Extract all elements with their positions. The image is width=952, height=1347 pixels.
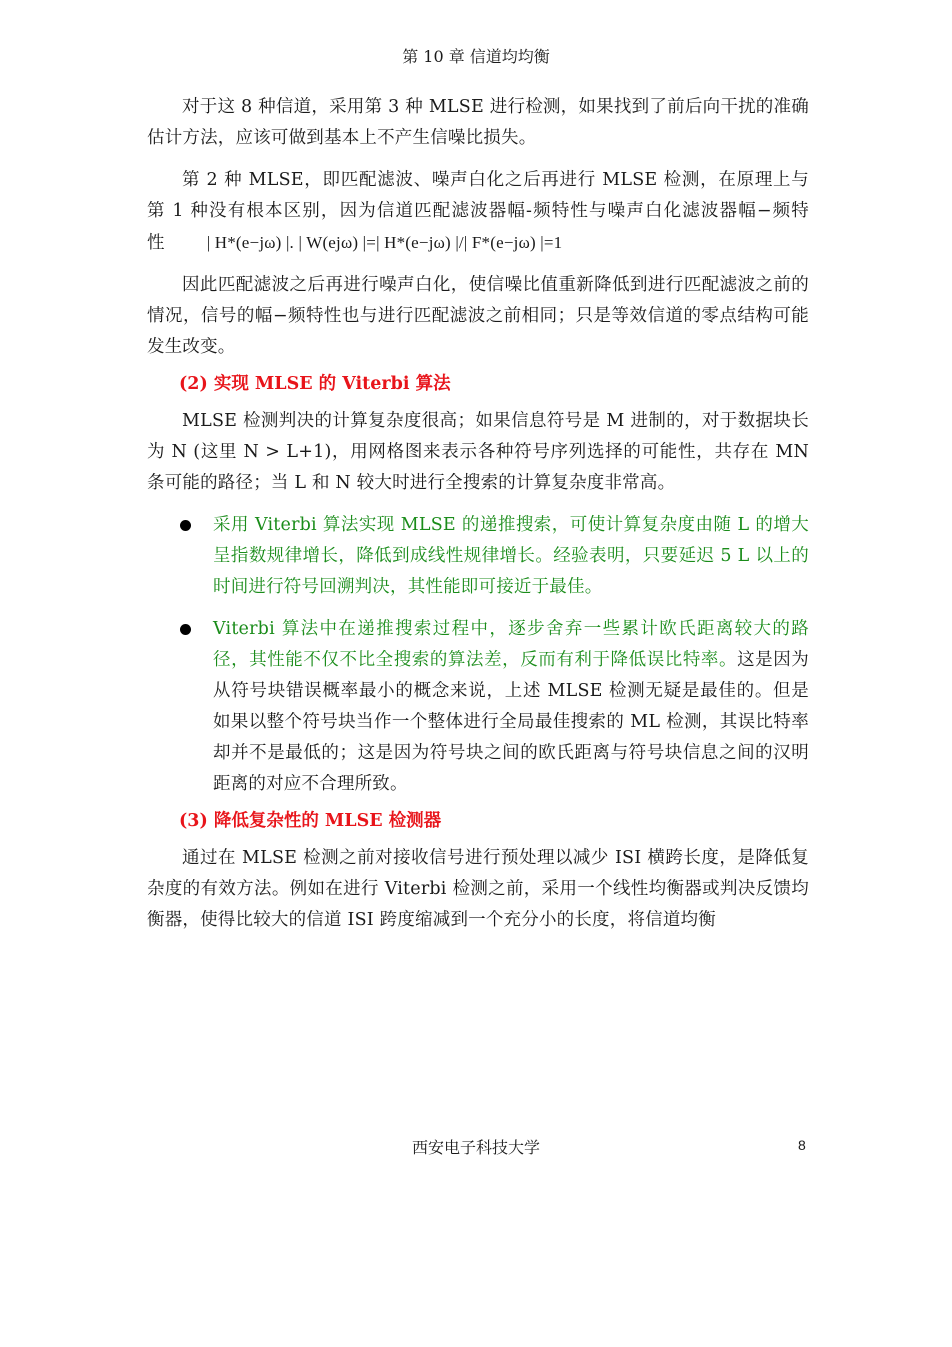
paragraph-5: 通过在 MLSE 检测之前对接收信号进行预处理以减少 ISI 横跨长度，是降低复杂度的有效方法。例如在进行 Viterbi 检测之前，采用一个线性均衡器或判决反馈均衡器，使得比较大的信道 ISI 跨度缩减到一个充分小的长度，将信道均衡 bbox=[147, 848, 809, 930]
bullet-list bbox=[147, 510, 809, 800]
bullet-1-text: 采用 Viterbi 算法实现 MLSE 的递推搜索，可使计算复杂度由随 L 的增大呈指数规律增长，降低到成线性规律增长。经验表明，只要延迟 5 L 以上的时间进行符号回溯判决，其性能即可接近于最佳。 bbox=[213, 515, 809, 597]
bullet-2-green-text: Viterbi 算法中在递推搜索过程中，逐步舍弃一些累计欧氏距离较大的路径，其性能不仅不比全搜索的算法差，反而有利于降低误比特率。 bbox=[213, 619, 809, 670]
paragraph-1: 对于这 8 种信道，采用第 3 种 MLSE 进行检测，如果找到了前后向干扰的准确估计方法，应该可做到基本上不产生信噪比损失。 bbox=[147, 97, 809, 148]
paragraph-2-text: 第 2 种 MLSE，即匹配滤波、噪声白化之后再进行 MLSE 检测，在原理上与第 1 种没有根本区别，因为信道匹配滤波器幅-频特性与噪声白化滤波器幅−频特性 bbox=[147, 170, 809, 253]
bullet-dot-icon bbox=[180, 624, 191, 635]
section-heading-viterbi: (2) 实现 MLSE 的 Viterbi 算法 bbox=[179, 374, 451, 394]
bullet-item-2 bbox=[147, 614, 809, 800]
section-heading-reduced-complexity: (3) 降低复杂性的 MLSE 检测器 bbox=[179, 811, 442, 831]
paragraph-2 bbox=[147, 165, 809, 259]
page-number: 8 bbox=[798, 1137, 806, 1153]
chapter-header: 第 10 章 信道均均衡 bbox=[402, 47, 550, 66]
page-body bbox=[147, 92, 809, 936]
bullet-item-1 bbox=[147, 510, 809, 603]
equation-filter-magnitude: | H*(e−jω) |. | W(ejω) |=| H*(e−jω) |/| F*(e−jω) |=1 bbox=[206, 233, 563, 252]
footer-university: 西安电子科技大学 bbox=[411, 1138, 540, 1157]
bullet-2-text: 这是因为从符号块错误概率最小的概念来说，上述 MLSE 检测无疑是最佳的。但是如果以整个符号块当作一个整体进行全局最佳搜索的 ML 检测，其误比特率却并不是最低的；这是因为符号块之间的欧氏距离与符号块信息之间的汉明距离的对应不合理所致。 bbox=[213, 650, 809, 794]
paragraph-3: 因此匹配滤波之后再进行噪声白化，使信噪比值重新降低到进行匹配滤波之前的情况，信号的幅−频特性也与进行匹配滤波之前相同；只是等效信道的零点结构可能发生改变。 bbox=[147, 275, 809, 357]
bullet-dot-icon bbox=[180, 520, 191, 531]
paragraph-4: MLSE 检测判决的计算复杂度很高；如果信息符号是 M 进制的，对于数据块长为 N (这里 N > L+1)，用网格图来表示各种符号序列选择的可能性，共存在 MN 条可能的路径；当 L 和 N 较大时进行全搜索的计算复杂度非常高。 bbox=[147, 411, 809, 493]
